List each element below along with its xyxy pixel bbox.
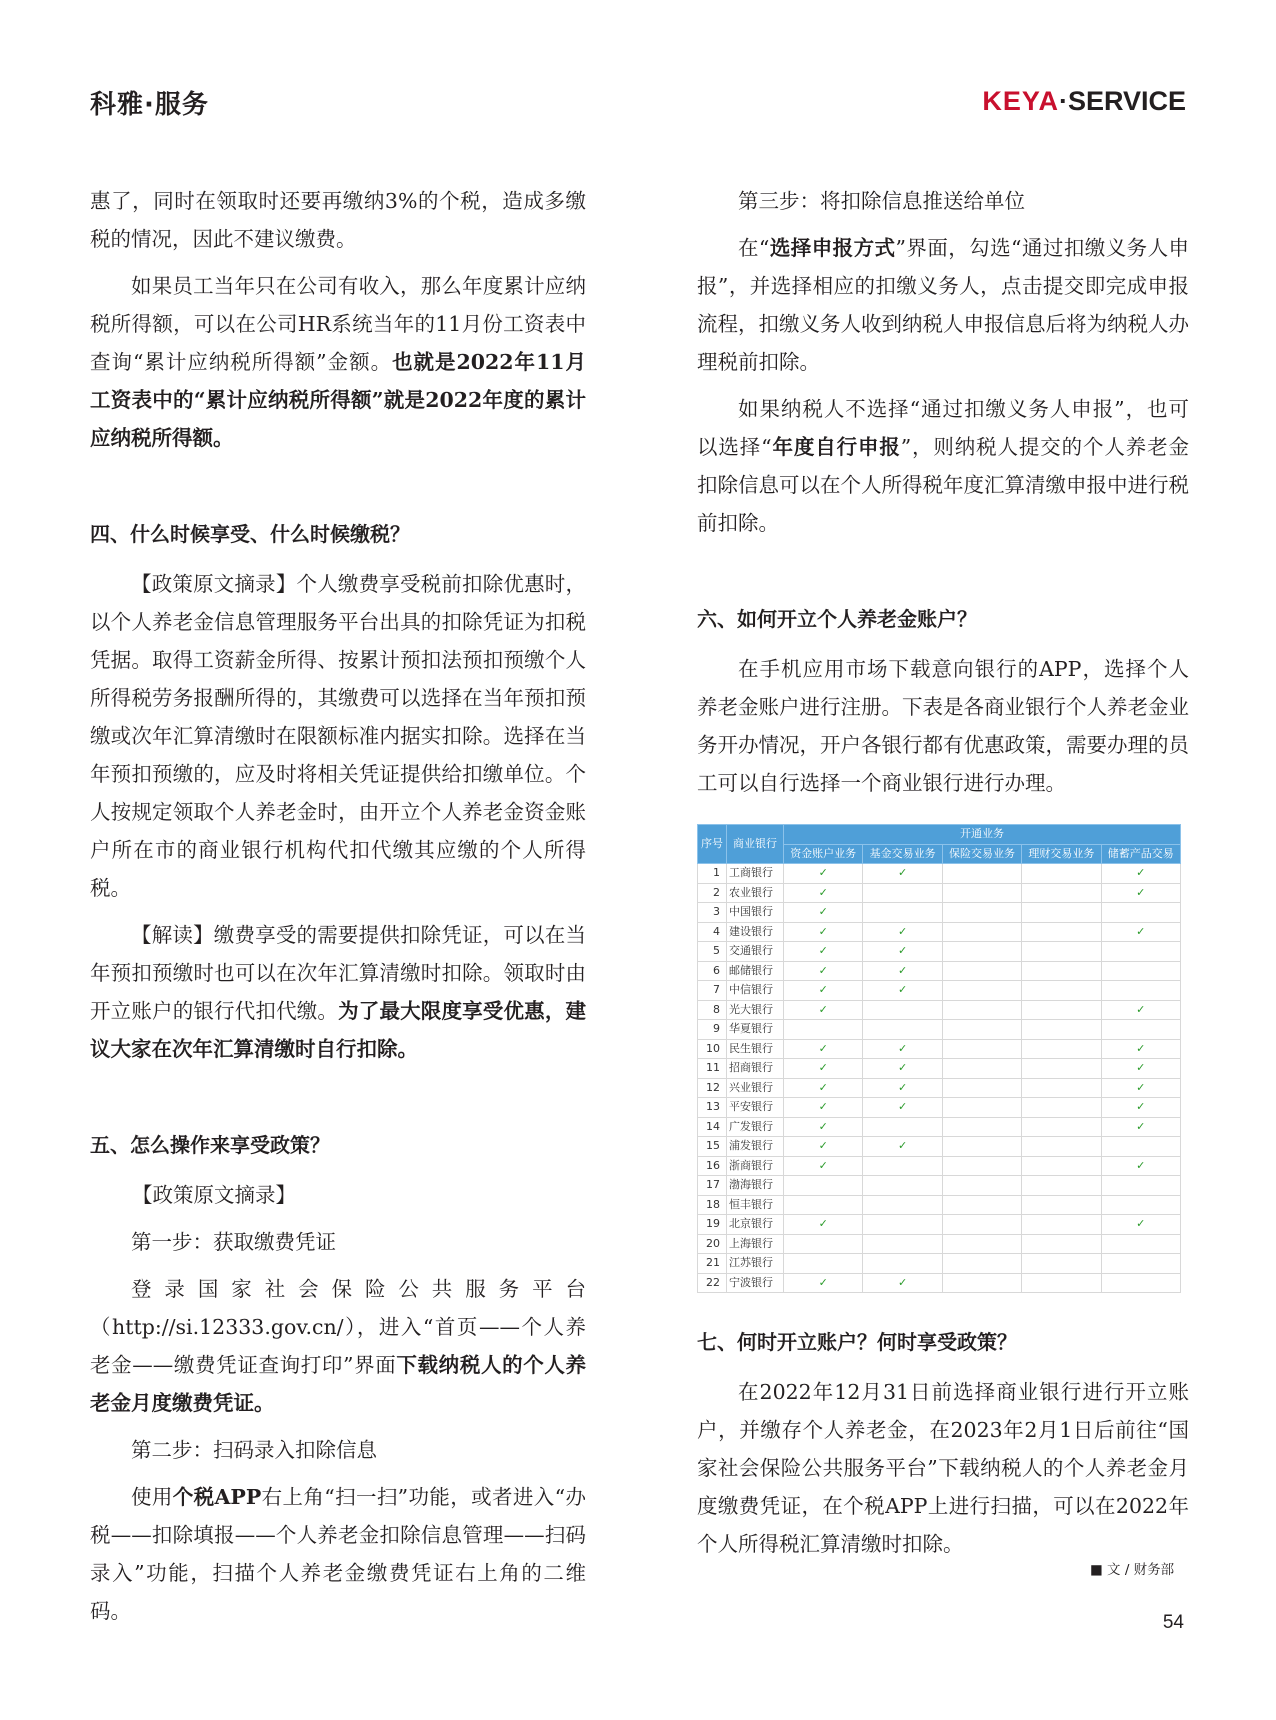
bank-services-table — [697, 824, 1181, 1293]
check-icon: ✓ — [1101, 1215, 1180, 1235]
empty-cell — [942, 1137, 1021, 1157]
empty-cell — [863, 1215, 942, 1235]
check-icon: ✓ — [1101, 1000, 1180, 1020]
empty-cell — [1101, 1234, 1180, 1254]
check-icon: ✓ — [784, 1098, 863, 1118]
check-icon: ✓ — [1101, 864, 1180, 884]
bank-name: 江苏银行 — [727, 1254, 784, 1274]
empty-cell — [1022, 1195, 1101, 1215]
author-credit: ■ 文 / 财务部 — [1090, 1562, 1175, 1578]
bank-name: 建设银行 — [727, 922, 784, 942]
check-icon: ✓ — [784, 1215, 863, 1235]
empty-cell — [1022, 1000, 1101, 1020]
text: ”，则纳税人提交的个人养老金扣除信息可以在个人所得税年度汇算清缴申报中进行税前扣除。 — [697, 435, 1190, 535]
empty-cell — [863, 903, 942, 923]
empty-cell — [1101, 903, 1180, 923]
empty-cell — [784, 1195, 863, 1215]
empty-cell — [1022, 1273, 1101, 1293]
text: ”界面，勾选“通过扣缴义务人申报”，并选择相应的扣缴义务人，点击提交即完成申报流程，扣缴义务人收到纳税人申报信息后将为纳税人办理税前扣除。 — [697, 236, 1190, 374]
row-number: 7 — [698, 981, 727, 1001]
empty-cell — [942, 1117, 1021, 1137]
left-column — [90, 182, 586, 1639]
header-col: 理财交易业务 — [1022, 844, 1101, 864]
paragraph — [90, 1478, 586, 1630]
text: 右上角“扫一扫”功能，或者进入“办税——扣除填报——个人养老金扣除信息管理——扫码录入”功能，扫描个人养老金缴费凭证右上角的二维码。 — [90, 1485, 586, 1623]
table-row — [698, 1176, 1181, 1196]
row-number: 14 — [698, 1117, 727, 1137]
empty-cell — [1022, 864, 1101, 884]
empty-cell — [942, 903, 1021, 923]
paragraph: 在手机应用市场下载意向银行的APP，选择个人养老金账户进行注册。下表是各商业银行个人养老金业务开办情况，开户各银行都有优惠政策，需要办理的员工可以自行选择一个商业银行进行办理。 — [697, 657, 1189, 795]
bank-name: 宁波银行 — [727, 1273, 784, 1293]
paragraph — [697, 229, 1189, 381]
paragraph — [697, 390, 1189, 542]
bank-name: 招商银行 — [727, 1059, 784, 1079]
empty-cell — [1101, 1176, 1180, 1196]
header-seq: 序号 — [698, 825, 727, 864]
check-icon: ✓ — [784, 1156, 863, 1176]
empty-cell — [1022, 1020, 1101, 1040]
bank-name: 工商银行 — [727, 864, 784, 884]
empty-cell — [784, 1020, 863, 1040]
check-icon: ✓ — [784, 1039, 863, 1059]
bank-name: 渤海银行 — [727, 1176, 784, 1196]
paragraph — [90, 1270, 586, 1422]
table-row — [698, 1098, 1181, 1118]
paragraph: 惠了，同时在领取时还要再缴纳3%的个税，造成多缴税的情况，因此不建议缴费。 — [90, 189, 586, 251]
row-number: 15 — [698, 1137, 727, 1157]
check-icon: ✓ — [863, 961, 942, 981]
bank-name: 民生银行 — [727, 1039, 784, 1059]
check-icon: ✓ — [784, 922, 863, 942]
empty-cell — [942, 1039, 1021, 1059]
text-bold: 选择申报方式 — [769, 236, 896, 260]
row-number: 18 — [698, 1195, 727, 1215]
table-row — [698, 1195, 1181, 1215]
empty-cell — [1022, 1117, 1101, 1137]
row-number: 3 — [698, 903, 727, 923]
empty-cell — [1101, 1137, 1180, 1157]
table-row — [698, 942, 1181, 962]
header-col: 储蓄产品交易 — [1101, 844, 1180, 864]
check-icon: ✓ — [784, 1137, 863, 1157]
empty-cell — [942, 1195, 1021, 1215]
table-row — [698, 1059, 1181, 1079]
empty-cell — [1022, 922, 1101, 942]
brand-keya: KEYA — [982, 86, 1059, 116]
row-number: 1 — [698, 864, 727, 884]
text: 如果员工当年只在公司有收入，那么年度累计应纳税所得额，可以在公司HR系统当年的11月份工资表中查询“累计应纳税所得额”金额。 — [90, 274, 586, 374]
text: 使用 — [131, 1485, 173, 1509]
empty-cell — [942, 864, 1021, 884]
empty-cell — [1022, 1254, 1101, 1274]
paragraph: 【政策原文摘录】 — [132, 1183, 296, 1207]
empty-cell — [1022, 1059, 1101, 1079]
check-icon: ✓ — [863, 1273, 942, 1293]
paragraph: 【政策原文摘录】个人缴费享受税前扣除优惠时，以个人养老金信息管理服务平台出具的扣除凭证为扣税凭据。取得工资薪金所得、按累计预扣法预扣预缴个人所得税劳务报酬所得的，其缴费可以选择在当年预扣预缴或次年汇算清缴时在限额标准内据实扣除。选择在当年预扣预缴的，应及时将相关凭证提供给扣缴单位。个人按规定领取个人养老金时，由开立个人养老金资金账户所在市的商业银行机构代扣代缴其应缴的个人所得税。 — [90, 572, 586, 900]
empty-cell — [942, 1156, 1021, 1176]
check-icon: ✓ — [784, 1117, 863, 1137]
step-label: 第三步：将扣除信息推送给单位 — [738, 189, 1025, 213]
empty-cell — [863, 1176, 942, 1196]
table-row — [698, 1137, 1181, 1157]
check-icon: ✓ — [1101, 1059, 1180, 1079]
check-icon: ✓ — [784, 1273, 863, 1293]
empty-cell — [1022, 1234, 1101, 1254]
section-heading-7: 七、何时开立账户？何时享受政策？ — [697, 1330, 1017, 1354]
bank-table-wrapper — [697, 824, 1181, 1293]
empty-cell — [1022, 1039, 1101, 1059]
empty-cell — [1022, 981, 1101, 1001]
text: 如果纳税人不选择“通过扣缴义务人申报”，也可以选择“ — [697, 397, 1189, 459]
row-number: 9 — [698, 1020, 727, 1040]
bank-name: 光大银行 — [727, 1000, 784, 1020]
row-number: 16 — [698, 1156, 727, 1176]
text-bold: 为了最大限度享受优惠，建议大家在次年汇算清缴时自行扣除。 — [90, 999, 587, 1061]
empty-cell — [863, 1156, 942, 1176]
check-icon: ✓ — [784, 961, 863, 981]
check-icon: ✓ — [784, 903, 863, 923]
bank-name: 邮储银行 — [727, 961, 784, 981]
row-number: 13 — [698, 1098, 727, 1118]
check-icon: ✓ — [784, 1078, 863, 1098]
check-icon: ✓ — [863, 864, 942, 884]
text: 登录国家社会保险公共服务平台（http://si.12333.gov.cn/），进入“首页——个人养老金——缴费凭证查询打印”界面 — [90, 1277, 586, 1377]
step-label: 第二步：扫码录入扣除信息 — [131, 1438, 377, 1462]
check-icon: ✓ — [784, 981, 863, 1001]
empty-cell — [942, 961, 1021, 981]
header-bank: 商业银行 — [727, 825, 784, 864]
row-number: 19 — [698, 1215, 727, 1235]
text-bold: 年度自行申报 — [771, 435, 901, 459]
empty-cell — [863, 1000, 942, 1020]
text-bold: 个税APP — [172, 1485, 262, 1509]
bank-name: 兴业银行 — [727, 1078, 784, 1098]
right-column — [697, 182, 1189, 1572]
check-icon: ✓ — [863, 1039, 942, 1059]
empty-cell — [942, 1176, 1021, 1196]
check-icon: ✓ — [1101, 1039, 1180, 1059]
empty-cell — [1101, 1273, 1180, 1293]
row-number: 11 — [698, 1059, 727, 1079]
empty-cell — [1022, 942, 1101, 962]
bank-name: 平安银行 — [727, 1098, 784, 1118]
header-col: 资金账户业务 — [784, 844, 863, 864]
row-number: 22 — [698, 1273, 727, 1293]
check-icon: ✓ — [1101, 1078, 1180, 1098]
row-number: 17 — [698, 1176, 727, 1196]
check-icon: ✓ — [1101, 1098, 1180, 1118]
empty-cell — [784, 1254, 863, 1274]
bank-name: 上海银行 — [727, 1234, 784, 1254]
empty-cell — [1022, 1078, 1101, 1098]
bank-name: 中国银行 — [727, 903, 784, 923]
text-bold: 下载纳税人的个人养老金月度缴费凭证。 — [90, 1353, 587, 1415]
row-number: 21 — [698, 1254, 727, 1274]
check-icon: ✓ — [1101, 1156, 1180, 1176]
check-icon: ✓ — [1101, 1117, 1180, 1137]
empty-cell — [1022, 961, 1101, 981]
empty-cell — [1101, 1195, 1180, 1215]
empty-cell — [1022, 1137, 1101, 1157]
row-number: 8 — [698, 1000, 727, 1020]
bank-name: 农业银行 — [727, 883, 784, 903]
empty-cell — [784, 1176, 863, 1196]
header-col: 基金交易业务 — [863, 844, 942, 864]
table-row — [698, 1156, 1181, 1176]
text: 【解读】缴费享受的需要提供扣除凭证，可以在当年预扣预缴时也可以在次年汇算清缴时扣除。领取时由开立账户的银行代扣代缴。 — [90, 923, 586, 1023]
paragraph: 在2022年12月31日前选择商业银行进行开立账户，并缴存个人养老金，在2023年2月1日后前往“国家社会保险公共服务平台”下载纳税人的个人养老金月度缴费凭证，在个税APP上进行扫描，可以在2022年个人所得税汇算清缴时扣除。 — [697, 1380, 1189, 1556]
text-bold: 也就是2022年11月工资表中的“累计应纳税所得额”就是2022年度的累计应纳税所得额。 — [90, 350, 586, 450]
check-icon: ✓ — [863, 1078, 942, 1098]
empty-cell — [942, 1020, 1021, 1040]
table-row — [698, 1215, 1181, 1235]
check-icon: ✓ — [784, 1000, 863, 1020]
paragraph — [90, 916, 586, 1068]
header-col: 保险交易业务 — [942, 844, 1021, 864]
empty-cell — [942, 942, 1021, 962]
check-icon: ✓ — [863, 922, 942, 942]
empty-cell — [942, 1215, 1021, 1235]
table-row — [698, 922, 1181, 942]
row-number: 10 — [698, 1039, 727, 1059]
check-icon: ✓ — [784, 942, 863, 962]
empty-cell — [1022, 1176, 1101, 1196]
row-number: 2 — [698, 883, 727, 903]
empty-cell — [863, 1254, 942, 1274]
empty-cell — [863, 883, 942, 903]
check-icon: ✓ — [784, 883, 863, 903]
empty-cell — [863, 1195, 942, 1215]
empty-cell — [942, 1234, 1021, 1254]
bank-name: 浙商银行 — [727, 1156, 784, 1176]
table-row — [698, 981, 1181, 1001]
row-number: 20 — [698, 1234, 727, 1254]
empty-cell — [942, 883, 1021, 903]
empty-cell — [942, 1098, 1021, 1118]
table-row — [698, 903, 1181, 923]
empty-cell — [1101, 942, 1180, 962]
page-number: 54 — [1162, 1612, 1184, 1633]
row-number: 12 — [698, 1078, 727, 1098]
bank-name: 恒丰银行 — [727, 1195, 784, 1215]
empty-cell — [863, 1234, 942, 1254]
empty-cell — [942, 1254, 1021, 1274]
empty-cell — [1022, 1215, 1101, 1235]
empty-cell — [863, 1020, 942, 1040]
check-icon: ✓ — [863, 1137, 942, 1157]
text: 在“ — [738, 236, 770, 260]
table-row — [698, 1000, 1181, 1020]
empty-cell — [942, 1078, 1021, 1098]
bank-name: 北京银行 — [727, 1215, 784, 1235]
table-row — [698, 883, 1181, 903]
table-row — [698, 961, 1181, 981]
bank-name: 交通银行 — [727, 942, 784, 962]
table-row — [698, 1078, 1181, 1098]
empty-cell — [1101, 981, 1180, 1001]
row-number: 4 — [698, 922, 727, 942]
empty-cell — [1022, 1156, 1101, 1176]
table-row — [698, 1117, 1181, 1137]
table-row — [698, 1234, 1181, 1254]
empty-cell — [784, 1234, 863, 1254]
row-number: 6 — [698, 961, 727, 981]
empty-cell — [1022, 903, 1101, 923]
table-row — [698, 1273, 1181, 1293]
check-icon: ✓ — [1101, 922, 1180, 942]
section-heading-5: 五、怎么操作来享受政策？ — [90, 1133, 330, 1157]
bank-name: 浦发银行 — [727, 1137, 784, 1157]
header-services: 开通业务 — [784, 825, 1181, 845]
empty-cell — [1022, 1098, 1101, 1118]
check-icon: ✓ — [784, 1059, 863, 1079]
empty-cell — [863, 1117, 942, 1137]
table-row — [698, 1039, 1181, 1059]
empty-cell — [942, 1000, 1021, 1020]
bank-name: 广发银行 — [727, 1117, 784, 1137]
bank-name: 华夏银行 — [727, 1020, 784, 1040]
empty-cell — [1101, 1254, 1180, 1274]
empty-cell — [942, 1273, 1021, 1293]
empty-cell — [1101, 1020, 1180, 1040]
check-icon: ✓ — [784, 864, 863, 884]
section-heading-4: 四、什么时候享受、什么时候缴税？ — [90, 522, 410, 546]
brand-logo-cn: 科雅·服务 — [90, 90, 209, 120]
empty-cell — [1022, 883, 1101, 903]
empty-cell — [1101, 961, 1180, 981]
table-row — [698, 1254, 1181, 1274]
check-icon: ✓ — [863, 981, 942, 1001]
bank-name: 中信银行 — [727, 981, 784, 1001]
brand-logo-en — [982, 86, 1186, 117]
paragraph — [90, 267, 586, 457]
check-icon: ✓ — [863, 1098, 942, 1118]
check-icon: ✓ — [863, 1059, 942, 1079]
row-number: 5 — [698, 942, 727, 962]
empty-cell — [942, 1059, 1021, 1079]
brand-service: ·SERVICE — [1058, 86, 1186, 116]
section-heading-6: 六、如何开立个人养老金账户？ — [697, 607, 977, 631]
table-row — [698, 864, 1181, 884]
check-icon: ✓ — [863, 942, 942, 962]
empty-cell — [942, 922, 1021, 942]
step-label: 第一步：获取缴费凭证 — [131, 1230, 336, 1254]
empty-cell — [942, 981, 1021, 1001]
table-row — [698, 1020, 1181, 1040]
check-icon: ✓ — [1101, 883, 1180, 903]
